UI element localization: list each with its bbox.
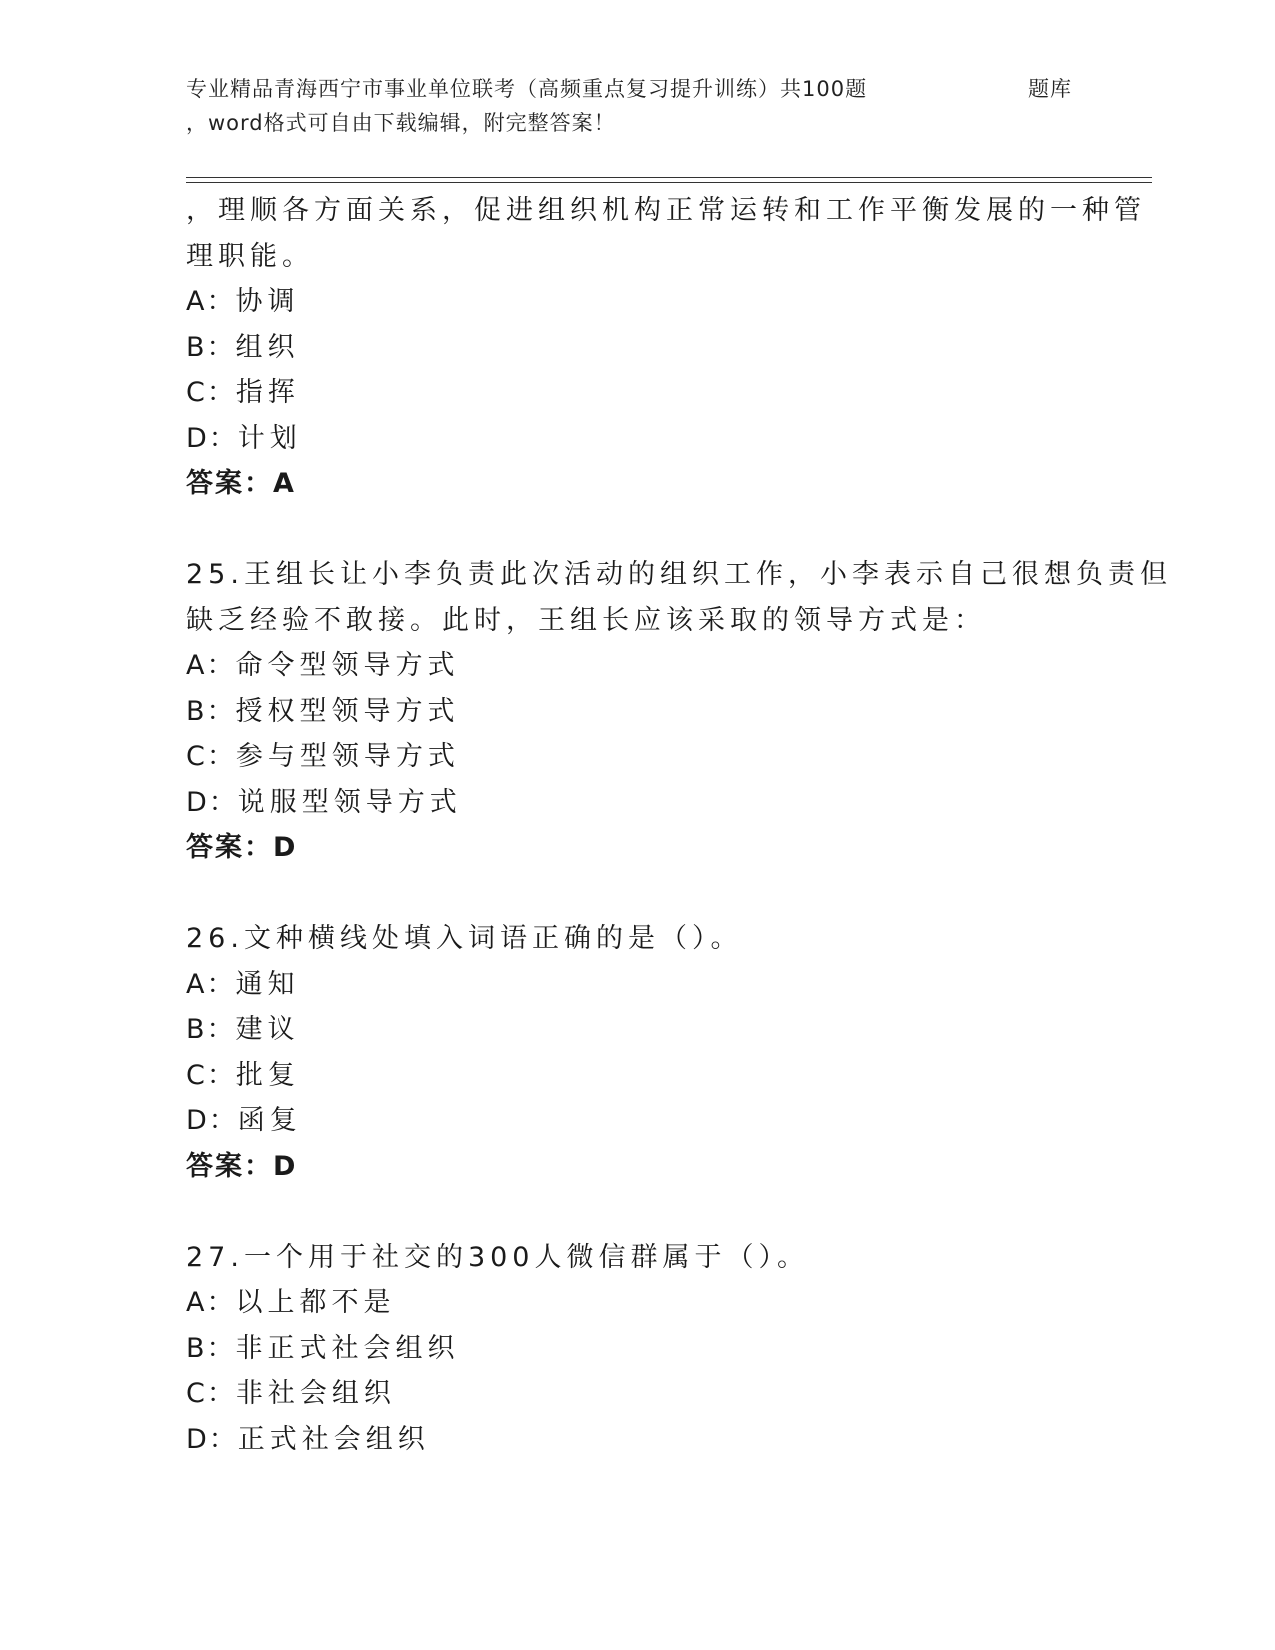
question-text-line: 27.一个用于社交的300人微信群属于（）。	[186, 1241, 809, 1273]
option-text: 授权型领导方式	[235, 695, 460, 727]
option-letter: A：	[186, 650, 236, 681]
option-text: 非社会组织	[235, 1378, 396, 1409]
answer-line	[186, 825, 1086, 871]
option-d	[186, 780, 1086, 826]
option-text: 批复	[235, 1059, 300, 1091]
spacer	[186, 871, 1086, 917]
option-a	[186, 962, 1086, 1008]
option-letter: C：	[186, 377, 236, 408]
question-25	[186, 552, 1172, 871]
header-line-1	[186, 72, 1156, 106]
option-letter: B：	[186, 695, 236, 727]
page-header	[186, 72, 1156, 140]
header-rule-top	[186, 177, 1152, 178]
answer-label: 答案：	[186, 468, 273, 499]
option-a	[186, 279, 1086, 325]
option-text: 以上都不是	[235, 1287, 396, 1318]
answer-line	[186, 461, 1086, 507]
answer-value: D	[273, 832, 298, 863]
question-26	[186, 916, 1086, 1189]
answer-label: 答案：	[186, 1150, 273, 1182]
option-b	[186, 689, 1086, 735]
option-d	[186, 1098, 1086, 1144]
question-text-line: 缺乏经验不敢接。此时，王组长应该采取的领导方式是：	[186, 604, 986, 636]
question-text-line: 26.文种横线处填入词语正确的是（）。	[186, 923, 743, 954]
question-text-line: 25.王组长让小李负责此次活动的组织工作，小李表示自己很想负责但	[186, 559, 1172, 590]
option-letter: A：	[186, 968, 236, 1000]
question-continuation	[186, 188, 1146, 507]
option-text: 建议	[235, 1014, 300, 1045]
answer-value: D	[273, 1150, 298, 1182]
header-title: 专业精品青海西宁市事业单位联考（高频重点复习提升训练）共100题	[186, 77, 868, 101]
question-text-line: 理职能。	[186, 240, 314, 272]
option-letter: D：	[186, 1423, 238, 1455]
question-content	[186, 188, 1172, 1462]
option-d	[186, 1417, 1086, 1463]
spacer	[186, 1189, 1086, 1235]
option-a	[186, 1280, 1086, 1326]
option-text: 组织	[235, 331, 300, 363]
option-text: 正式社会组织	[237, 1423, 430, 1455]
option-letter: D：	[186, 422, 238, 454]
option-letter: D：	[186, 1105, 238, 1136]
option-text: 说服型领导方式	[237, 786, 462, 818]
option-text: 计划	[237, 422, 302, 454]
option-letter: B：	[186, 331, 236, 363]
option-b	[186, 1007, 1086, 1053]
option-c	[186, 734, 1086, 780]
option-letter: A：	[186, 1287, 236, 1318]
question-text-line: ，理顺各方面关系，促进组织机构正常运转和工作平衡发展的一种管	[186, 195, 1146, 226]
question-27	[186, 1235, 1086, 1463]
option-text: 命令型领导方式	[235, 650, 460, 681]
header-tag: 题库	[1028, 77, 1072, 101]
option-letter: C：	[186, 1059, 236, 1091]
option-a	[186, 643, 1086, 689]
spacer	[186, 507, 1086, 553]
option-text: 函复	[237, 1105, 302, 1136]
option-letter: D：	[186, 786, 238, 818]
option-d	[186, 416, 1086, 462]
option-b	[186, 1326, 1086, 1372]
option-c	[186, 1371, 1086, 1417]
option-c	[186, 1053, 1086, 1099]
option-letter: B：	[186, 1014, 236, 1045]
option-text: 通知	[235, 968, 300, 1000]
option-text: 非正式社会组织	[235, 1332, 460, 1364]
option-text: 参与型领导方式	[235, 741, 460, 772]
option-letter: C：	[186, 1378, 236, 1409]
option-letter: B：	[186, 1332, 236, 1364]
answer-value: A	[273, 468, 296, 499]
option-letter: C：	[186, 741, 236, 772]
option-c	[186, 370, 1086, 416]
option-text: 指挥	[235, 377, 300, 408]
option-letter: A：	[186, 286, 236, 317]
option-text: 协调	[235, 286, 300, 317]
header-subtitle: ，word格式可自由下载编辑，附完整答案！	[186, 111, 616, 135]
option-b	[186, 325, 1086, 371]
header-rule-bottom	[186, 182, 1152, 183]
answer-label: 答案：	[186, 832, 273, 863]
answer-line	[186, 1144, 1086, 1190]
